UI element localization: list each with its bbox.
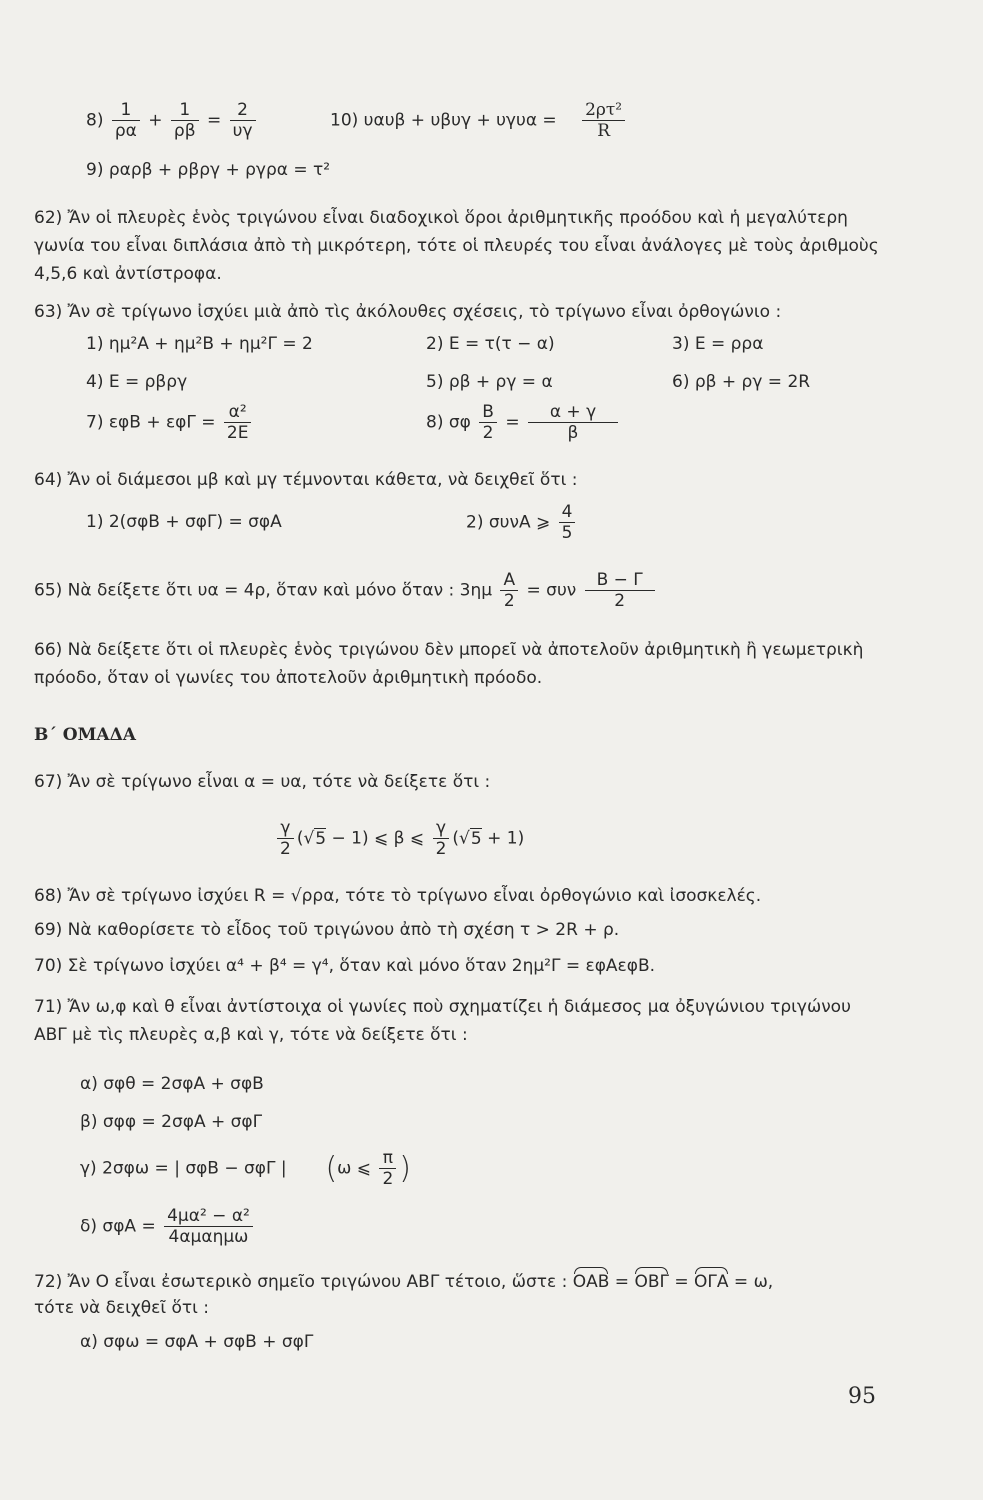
p63-item-5: 5) ρβ + ργ = α [426,372,553,392]
problem-69: 69) Νὰ καθορίσετε τὸ εἶδος τοῦ τριγώνου ἀπὸ τὴ σχέση τ > 2R + ρ. [34,920,620,940]
p63-item-7: 7) εφΒ + εφΓ = $\frac{\text{α²}}{2E}$ [86,402,254,443]
p72-line-2: τότε νὰ δειχθεῖ ὅτι : [34,1298,209,1318]
section-heading: Β΄ ΟΜΑΔΑ [34,725,136,745]
p63-item-1: 1) ημ²Α + ημ²Β + ημ²Γ = 2 [86,334,313,354]
problem-71: 71) Ἄν ω,φ καὶ θ εἶναι ἀντίστοιχα οἱ γωνίες ποὺ σχηματίζει ἡ διάμεσος μα ὀξυγώνιου τριγώνου ΑΒΓ μὲ τὶς πλευρὲς α,β καὶ γ, τότε νὰ δείξετε ὅτι : [34,997,851,1045]
problem-64: 64) Ἄν οἱ διάμεσοι μβ καὶ μγ τέμνονται κάθετα, νὰ δειχθεῖ ὅτι : [34,470,578,490]
problem-72: 72) Ἄν Ο εἶναι ἐσωτερικὸ σημεῖο τριγώνου ΑΒΓ τέτοιο, ὥστε : ΟΑΒ = ΟΒΓ = ΟΓΑ = ω, [34,1272,774,1292]
p64-item-2: 2) συνΑ ⩾ $\frac{4}{5}$ [466,502,578,543]
problem-70: 70) Σὲ τρίγωνο ἰσχύει α⁴ + β⁴ = γ⁴, ὅταν καὶ μόνο ὅταν 2ημ²Γ = εφΑεφΒ. [34,956,656,976]
p64-item-1: 1) 2(σφΒ + σφΓ) = σφΑ [86,512,282,532]
p67-formula: $\frac{\gamma}{2}$ (√5 − 1) ⩽ β ⩽ $\frac{\gamma}{2}$ (√5 + 1) [274,818,524,859]
formula-9: 9) ραρβ + ρβργ + ργρα = τ² [86,160,331,180]
p71-item-c: γ) 2σφω = | σφΒ − σφΓ | (ω ⩽ $\frac{\pi}{2}$ ) [80,1148,411,1189]
p63-item-4: 4) Ε = ρβργ [86,372,188,392]
problem-65: 65) Νὰ δείξετε ὅτι υα = 4ρ, ὅταν καὶ μόνο ὅταν : 3ημ $\frac{A}{2}$ = συν $\frac{B - \Gamma}{2}$ [34,570,658,611]
page-number: 95 [848,1384,876,1409]
p72-item-a: α) σφω = σφΑ + σφΒ + σφΓ [80,1332,314,1352]
problem-67: 67) Ἄν σὲ τρίγωνο εἶναι α = υα, τότε νὰ δείξετε ὅτι : [34,772,491,792]
problem-66: 66) Νὰ δείξετε ὅτι οἱ πλευρὲς ἑνὸς τριγώνου δὲν μπορεῖ νὰ ἀποτελοῦν ἀριθμητικὴ ἢ γεωμετρικὴ πρόοδο, ὅταν οἱ γωνίες του ἀποτελοῦν ἀριθμητικὴ πρόοδο. [34,640,864,688]
p63-item-6: 6) ρβ + ργ = 2R [672,372,811,392]
formula-8: 8) $\frac{1}{\rho\alpha}$ + $\frac{1}{\rho\beta}$ = $\frac{2}{\upsilon\gamma}$ [86,100,259,141]
problem-63: 63) Ἄν σὲ τρίγωνο ἰσχύει μιὰ ἀπὸ τὶς ἀκόλουθες σχέσεις, τὸ τρίγωνο εἶναι ὀρθογώνιο : [34,302,782,322]
p63-item-8: 8) σφ $\frac{B}{2}$ = $\frac{\alpha + \gamma}{\beta}$ [426,402,621,443]
p71-item-a: α) σφθ = 2σφΑ + σφΒ [80,1074,264,1094]
p63-item-3: 3) Ε = ρρα [672,334,764,354]
problem-62: 62) Ἄν οἱ πλευρὲς ἑνὸς τριγώνου εἶναι διαδοχικοὶ ὅροι ἀριθμητικῆς προόδου καὶ ἡ μεγαλύτερη γωνία του εἶναι διπλάσια ἀπὸ τὴ μικρότερη, τότε οἱ πλευρές του εἶναι ἀνάλογες μὲ τοὺς ἀριθμοὺς 4,5,6 καὶ ἀντίστροφα. [34,208,879,284]
p71-item-b: β) σφφ = 2σφΑ + σφΓ [80,1112,263,1132]
problem-68: 68) Ἄν σὲ τρίγωνο ἰσχύει R = √ρρα, τότε τὸ τρίγωνο εἶναι ὀρθογώνιο καὶ ἰσοσκελές. [34,886,762,906]
p71-item-d: δ) σφΑ = $\frac{\text{4μα² − α²}}{\text{4αμαημω}}$ [80,1206,256,1247]
p63-item-2: 2) Ε = τ(τ − α) [426,334,555,354]
formula-10: 10) υαυβ + υβυγ + υγυα = $\frac{\text{2ρτ²}}{R}$ [330,100,628,141]
